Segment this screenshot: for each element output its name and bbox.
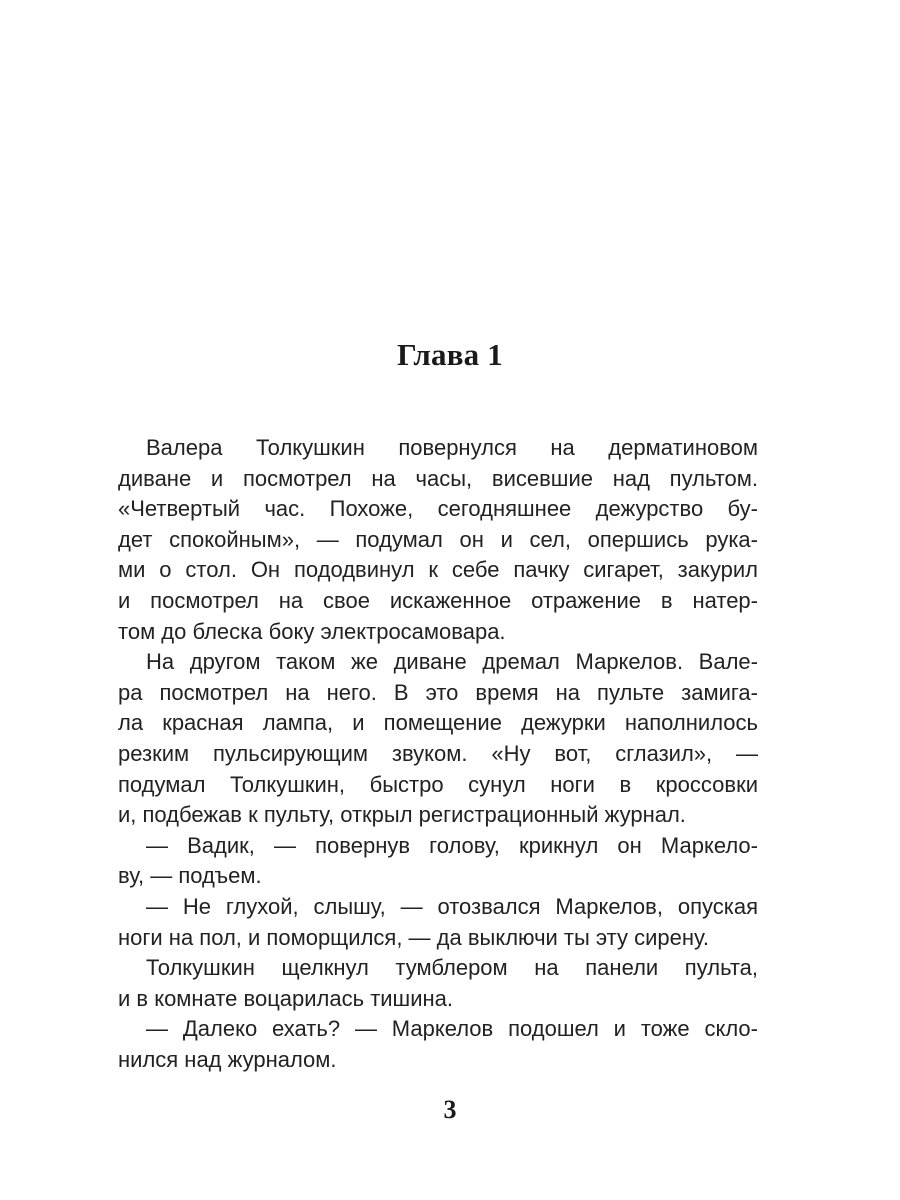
page-number: 3 bbox=[443, 1095, 457, 1124]
paragraph bbox=[118, 892, 758, 953]
text-line: нился над журналом. bbox=[118, 1046, 337, 1072]
text-line: Толкушкин щелкнул тумблером на панели пульта, bbox=[146, 955, 758, 981]
text-line: На другом таком же диване дремал Маркелов. Вале- bbox=[146, 649, 758, 675]
text-line: и в комнате воцарилась тишина. bbox=[118, 985, 453, 1011]
text-line: ми о стол. Он пододвинул к себе пачку сигарет, закурил bbox=[118, 557, 758, 583]
text-line: подумал Толкушкин, быстро сунул ноги в кроссовки bbox=[118, 771, 758, 797]
text-line: резким пульсирующим звуком. «Ну вот, сглазил», — bbox=[118, 740, 758, 766]
text-line: и, подбежав к пульту, открыл регистрационный журнал. bbox=[118, 802, 686, 828]
text-line: — Далеко ехать? — Маркелов подошел и тоже скло- bbox=[146, 1016, 758, 1042]
text-line: дет спокойным», — подумал он и сел, опершись рука- bbox=[118, 526, 758, 552]
text-line: ноги на пол, и поморщился, — да выключи ты эту сирену. bbox=[118, 924, 709, 950]
text-line: — Вадик, — повернув голову, крикнул он Маркело- bbox=[146, 832, 758, 858]
paragraph bbox=[118, 1014, 758, 1075]
text-line: Валера Толкушкин повернулся на дерматиновом bbox=[146, 435, 758, 460]
paragraph bbox=[118, 953, 758, 1014]
paragraph bbox=[118, 831, 758, 892]
text-line: — Не глухой, слышу, — отозвался Маркелов, опуская bbox=[146, 893, 758, 919]
text-line: ву, — подъем. bbox=[118, 863, 262, 889]
text-line: ра посмотрел на него. В это время на пульте замига- bbox=[118, 679, 758, 705]
body-text bbox=[118, 433, 758, 1075]
text-line: диване и посмотрел на часы, висевшие над пультом. bbox=[118, 465, 758, 491]
text-line: и посмотрел на свое искаженное отражение в натер- bbox=[118, 587, 758, 613]
text-line: ла красная лампа, и помещение дежурки наполнилось bbox=[118, 710, 758, 736]
paragraph bbox=[118, 647, 758, 831]
chapter-title: Глава 1 bbox=[396, 337, 503, 372]
text-line: «Четвертый час. Похоже, сегодняшнее дежурство бу- bbox=[118, 496, 758, 522]
paragraph bbox=[118, 433, 758, 647]
text-line: том до блеска боку электросамовара. bbox=[118, 618, 506, 644]
